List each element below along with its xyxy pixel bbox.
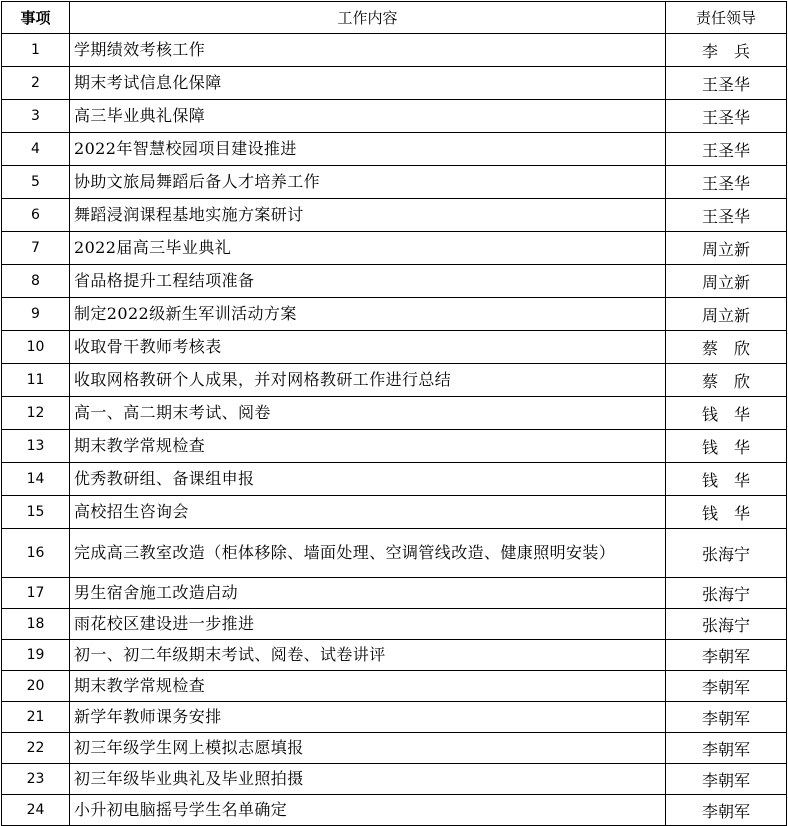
- table-row: [2, 364, 787, 397]
- row-task: 高校招生咨询会: [70, 496, 666, 529]
- row-number: 21: [2, 702, 70, 733]
- header-row: [2, 2, 787, 34]
- row-leader: 李朝军: [666, 702, 787, 733]
- row-leader: 蔡 欣: [666, 331, 787, 364]
- row-leader: 李朝军: [666, 733, 787, 764]
- table-row: [2, 331, 787, 364]
- row-number: 15: [2, 496, 70, 529]
- row-leader: 王圣华: [666, 133, 787, 166]
- table-row: [2, 463, 787, 496]
- row-task: 高一、高二期末考试、阅卷: [70, 397, 666, 430]
- row-number: 1: [2, 34, 70, 67]
- row-leader: 周立新: [666, 265, 787, 298]
- table-row: [2, 265, 787, 298]
- table-row: [2, 34, 787, 67]
- row-task: 收取骨干教师考核表: [70, 331, 666, 364]
- row-number: 13: [2, 430, 70, 463]
- row-number: 14: [2, 463, 70, 496]
- table-row: [2, 67, 787, 100]
- table-row: [2, 609, 787, 640]
- row-number: 9: [2, 298, 70, 331]
- row-number: 8: [2, 265, 70, 298]
- row-leader: 钱 华: [666, 496, 787, 529]
- row-number: 23: [2, 764, 70, 795]
- row-leader: 钱 华: [666, 463, 787, 496]
- row-task: 协助文旅局舞蹈后备人才培养工作: [70, 166, 666, 199]
- row-leader: 李朝军: [666, 640, 787, 671]
- row-task: 学期绩效考核工作: [70, 34, 666, 67]
- row-number: 19: [2, 640, 70, 671]
- row-number: 16: [2, 529, 70, 578]
- row-task: 省品格提升工程结项准备: [70, 265, 666, 298]
- row-task: 期末考试信息化保障: [70, 67, 666, 100]
- row-leader: 王圣华: [666, 199, 787, 232]
- row-task: 制定2022级新生军训活动方案: [70, 298, 666, 331]
- table-row: [2, 529, 787, 578]
- row-task: 小升初电脑摇号学生名单确定: [70, 795, 666, 826]
- table-row: [2, 702, 787, 733]
- row-number: 24: [2, 795, 70, 826]
- table-row: [2, 578, 787, 609]
- table-row: [2, 430, 787, 463]
- row-task: 期末教学常规检查: [70, 430, 666, 463]
- row-number: 2: [2, 67, 70, 100]
- row-task: 初三年级毕业典礼及毕业照拍摄: [70, 764, 666, 795]
- row-task: 新学年教师课务安排: [70, 702, 666, 733]
- row-leader: 张海宁: [666, 578, 787, 609]
- row-task: 舞蹈浸润课程基地实施方案研讨: [70, 199, 666, 232]
- row-number: 10: [2, 331, 70, 364]
- row-leader: 钱 华: [666, 397, 787, 430]
- table-row: [2, 199, 787, 232]
- row-task: 期末教学常规检查: [70, 671, 666, 702]
- row-task: 男生宿舍施工改造启动: [70, 578, 666, 609]
- row-leader: 钱 华: [666, 430, 787, 463]
- table-row: [2, 298, 787, 331]
- row-task: 初三年级学生网上模拟志愿填报: [70, 733, 666, 764]
- row-leader: 蔡 欣: [666, 364, 787, 397]
- row-leader: 李朝军: [666, 764, 787, 795]
- row-number: 4: [2, 133, 70, 166]
- table-row: [2, 764, 787, 795]
- row-leader: 王圣华: [666, 166, 787, 199]
- row-number: 20: [2, 671, 70, 702]
- header-item: 事项: [2, 2, 70, 34]
- table-row: [2, 640, 787, 671]
- row-number: 3: [2, 100, 70, 133]
- table-row: [2, 397, 787, 430]
- table-row: [2, 671, 787, 702]
- row-leader: 王圣华: [666, 67, 787, 100]
- table-row: [2, 232, 787, 265]
- row-task: 优秀教研组、备课组申报: [70, 463, 666, 496]
- row-task: 收取网格教研个人成果，并对网格教研工作进行总结: [70, 364, 666, 397]
- row-number: 11: [2, 364, 70, 397]
- row-leader: 周立新: [666, 232, 787, 265]
- table-row: [2, 733, 787, 764]
- row-task: 2022年智慧校园项目建设推进: [70, 133, 666, 166]
- header-leader: 责任领导: [666, 2, 787, 34]
- row-task: 雨花校区建设进一步推进: [70, 609, 666, 640]
- row-leader: 王圣华: [666, 100, 787, 133]
- row-task: 初一、初二年级期末考试、阅卷、试卷讲评: [70, 640, 666, 671]
- row-leader: 周立新: [666, 298, 787, 331]
- row-number: 12: [2, 397, 70, 430]
- row-number: 6: [2, 199, 70, 232]
- row-leader: 李朝军: [666, 671, 787, 702]
- row-number: 17: [2, 578, 70, 609]
- table-row: [2, 496, 787, 529]
- table-row: [2, 795, 787, 826]
- table-row: [2, 166, 787, 199]
- table-row: [2, 133, 787, 166]
- row-number: 18: [2, 609, 70, 640]
- row-leader: 张海宁: [666, 529, 787, 578]
- table-row: [2, 100, 787, 133]
- row-task: 2022届高三毕业典礼: [70, 232, 666, 265]
- work-table: [1, 1, 787, 826]
- row-task: 完成高三教室改造（柜体移除、墙面处理、空调管线改造、健康照明安装）: [70, 529, 666, 578]
- row-leader: 李朝军: [666, 795, 787, 826]
- row-leader: 李 兵: [666, 34, 787, 67]
- header-content: 工作内容: [70, 2, 666, 34]
- row-task: 高三毕业典礼保障: [70, 100, 666, 133]
- row-number: 7: [2, 232, 70, 265]
- row-number: 22: [2, 733, 70, 764]
- row-leader: 张海宁: [666, 609, 787, 640]
- row-number: 5: [2, 166, 70, 199]
